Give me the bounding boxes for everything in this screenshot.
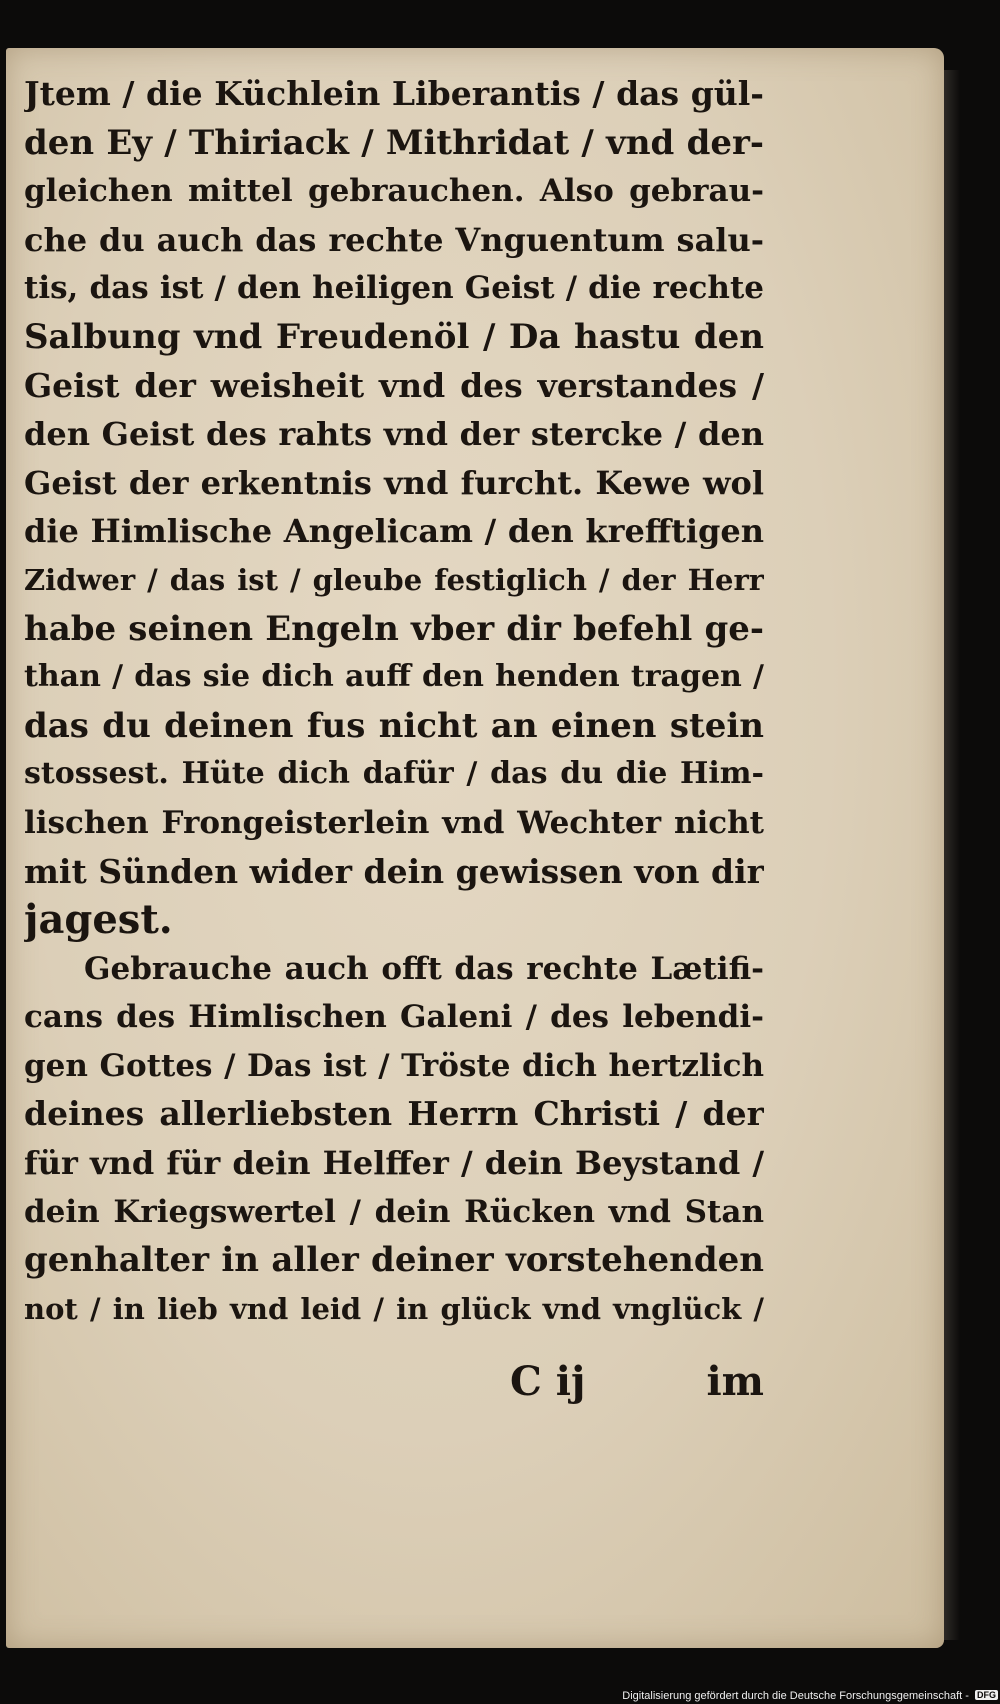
text-line: dein Kriegswertel / dein Rücken vnd Stan <box>24 1193 764 1230</box>
text-line: für vnd für dein Helffer / dein Beystand / <box>24 1144 764 1183</box>
dfg-logo: DFG <box>977 1690 996 1700</box>
text-line: den Geist des rahts vnd der stercke / den <box>24 415 764 454</box>
text-line: gleichen mittel gebrauchen. Also gebrau- <box>24 173 764 210</box>
catchword: im <box>706 1358 764 1405</box>
text-line: tis, das ist / den heiligen Geist / die rechte <box>24 270 764 307</box>
text-line: Zidwer / das ist / gleube festiglich / der Herr <box>24 562 764 597</box>
page-text <box>24 70 764 1333</box>
text-line: jagest. <box>24 896 173 944</box>
text-line: not / in lieb vnd leid / in glück vnd vnglück / <box>24 1291 764 1326</box>
text-line: Geist der erkentnis vnd furcht. Kewe wol <box>24 463 764 502</box>
text-line: Salbung vnd Freudenöl / Da hastu den <box>24 316 764 357</box>
text-line: das du deinen fus nicht an einen stein <box>24 705 764 746</box>
text-line: Geist der weisheit vnd des verstandes / <box>24 365 764 405</box>
credit-text: Digitalisierung gefördert durch die Deutsche Forschungsgemeinschaft - <box>622 1690 969 1702</box>
text-line: che du auch das rechte Vnguentum salu- <box>24 220 764 259</box>
text-line: habe seinen Engeln vber dir befehl ge- <box>24 608 764 649</box>
text-line: den Ey / Thiriack / Mithridat / vnd der- <box>24 122 764 163</box>
digitization-credit <box>622 1690 998 1702</box>
text-line: stossest. Hüte dich dafür / das du die Him- <box>24 756 764 792</box>
text-line: mit Sünden wider dein gewissen von dir <box>24 851 764 891</box>
text-line: genhalter in aller deiner vorstehenden <box>24 1240 764 1281</box>
text-line: Gebrauche auch offt das rechte Lætifi- <box>84 950 764 987</box>
text-line: gen Gottes / Das ist / Tröste dich hertzlich <box>24 1047 764 1084</box>
text-line: lischen Frongeisterlein vnd Wechter nicht <box>24 804 764 841</box>
text-line: Jtem / die Küchlein Liberantis / das gül- <box>24 74 764 113</box>
text-line: than / das sie dich auff den henden tragen / <box>24 659 764 695</box>
page-edge <box>944 70 960 1640</box>
text-line: cans des Himlischen Galeni / des lebendi- <box>24 999 764 1036</box>
page-footer <box>24 1358 764 1408</box>
signature-mark: C ij <box>510 1358 586 1405</box>
text-line: deines allerliebsten Herrn Christi / der <box>24 1094 764 1134</box>
text-line: die Himlische Angelicam / den krefftigen <box>24 512 764 551</box>
